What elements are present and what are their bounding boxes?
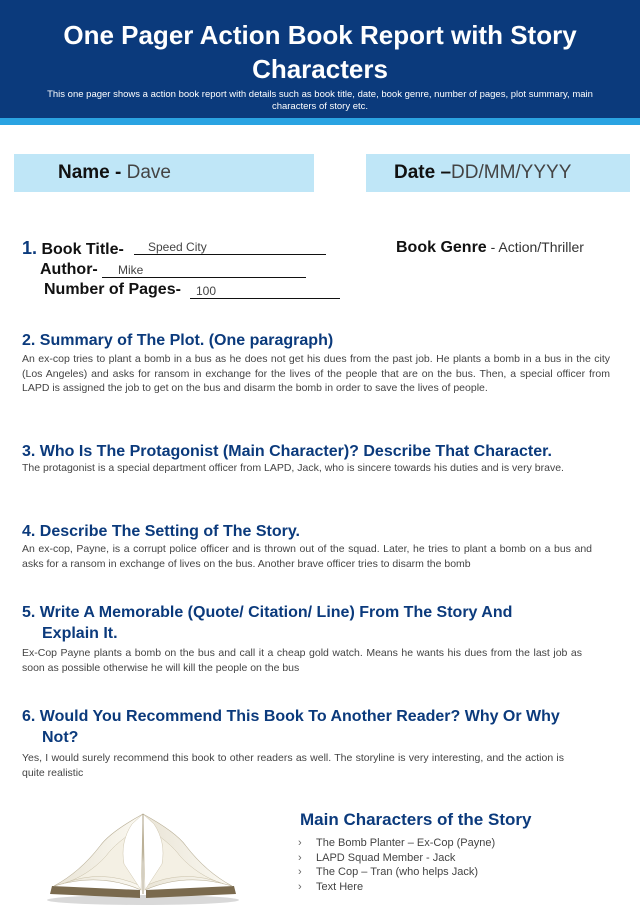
- date-value: DD/MM/YYYY: [451, 162, 572, 183]
- pages-label: Number of Pages-: [44, 281, 181, 298]
- section-question-text: Write A Memorable (Quote/ Citation/ Line) From The Story And Explain It.: [39, 604, 513, 642]
- date-box: [366, 154, 630, 192]
- list-item: › The Cop – Tran (who helps Jack): [298, 865, 495, 880]
- author-value: Mike: [118, 263, 144, 277]
- pages-value: 100: [196, 284, 217, 298]
- section-question: [22, 521, 622, 542]
- section-question-text: Would You Recommend This Book To Another Reader? Why Or Why Not?: [39, 708, 560, 746]
- book-title-row: [22, 238, 124, 259]
- pages-field: [190, 284, 340, 299]
- genre-row: [396, 239, 584, 257]
- author-row: [40, 261, 98, 279]
- genre-label: Book Genre: [396, 239, 487, 256]
- book-title-label: Book Title-: [41, 241, 124, 258]
- header-banner: [0, 0, 640, 118]
- list-item: › LAPD Squad Member - Jack: [298, 851, 495, 866]
- pages-row: [44, 281, 181, 299]
- section-number: 4.: [22, 523, 36, 540]
- open-book-icon: [40, 802, 246, 906]
- name-box: [14, 154, 314, 192]
- section-number: 3.: [22, 443, 36, 460]
- genre-value: - Action/Thriller: [486, 239, 584, 255]
- name-label: Name -: [58, 162, 127, 183]
- characters-title: Main Characters of the Story: [300, 810, 532, 829]
- section-answer: Ex-Cop Payne plants a bomb on the bus and call it a cheap gold watch. Means he wants his dues from the last job as soon as possible otherwise he will kill the people on the bus: [22, 647, 582, 674]
- section-answer: Yes, I would surely recommend this book to other readers as well. The storyline is very interesting, and the action is quite realistic: [22, 752, 564, 779]
- page-subtitle: This one pager shows a action book report with details such as book title, date, book genre, number of pages, plot summary, main characters of story etc.: [47, 89, 593, 112]
- section-question: [22, 706, 562, 748]
- author-label: Author-: [40, 261, 98, 278]
- info-number: 1.: [22, 238, 38, 258]
- section-question-text: Who Is The Protagonist (Main Character)? Describe That Character.: [39, 443, 552, 460]
- section-question-text: Summary of The Plot. (One paragraph): [39, 332, 334, 349]
- name-value: Dave: [126, 162, 171, 183]
- section-answer: An ex-cop, Payne, is a corrupt police officer and is thrown out of the squad. Later, he tries to plant a bomb on a bus and asks for a ransom in exchange of lives on the bus. Another brave officer tries to disarm the bomb: [22, 543, 592, 570]
- list-item: › Text Here: [298, 880, 495, 895]
- section-question: [22, 602, 562, 644]
- header-stripe: [0, 118, 640, 125]
- section-number: 5.: [22, 604, 36, 621]
- section-answer: An ex-cop tries to plant a bomb in a bus as he does not get his dues from the past job. He plants a bomb in a bus in the city (Los Angeles) and asks for ransom in exchange for the lives of the people that are on the bus. Then, a special officer from LAPD is assigned the job to get on the bus and disarm the bomb in order to save the lives of people.: [22, 353, 610, 394]
- date-label: Date –: [394, 162, 452, 183]
- section-number: 6.: [22, 708, 36, 725]
- section-question: [22, 330, 622, 351]
- characters-list: [298, 836, 495, 894]
- list-item: › The Bomb Planter – Ex-Cop (Payne): [298, 836, 495, 851]
- section-question: [22, 441, 622, 462]
- section-number: 2.: [22, 332, 36, 349]
- author-field: [102, 263, 306, 278]
- section-answer: The protagonist is a special department officer from LAPD, Jack, who is sincere towards his duties and is very brave.: [22, 462, 564, 474]
- section-question-text: Describe The Setting of The Story.: [39, 523, 300, 540]
- book-title-value: Speed City: [148, 240, 207, 254]
- book-title-field: [134, 240, 326, 255]
- page-title: One Pager Action Book Report with Story Characters: [63, 20, 577, 84]
